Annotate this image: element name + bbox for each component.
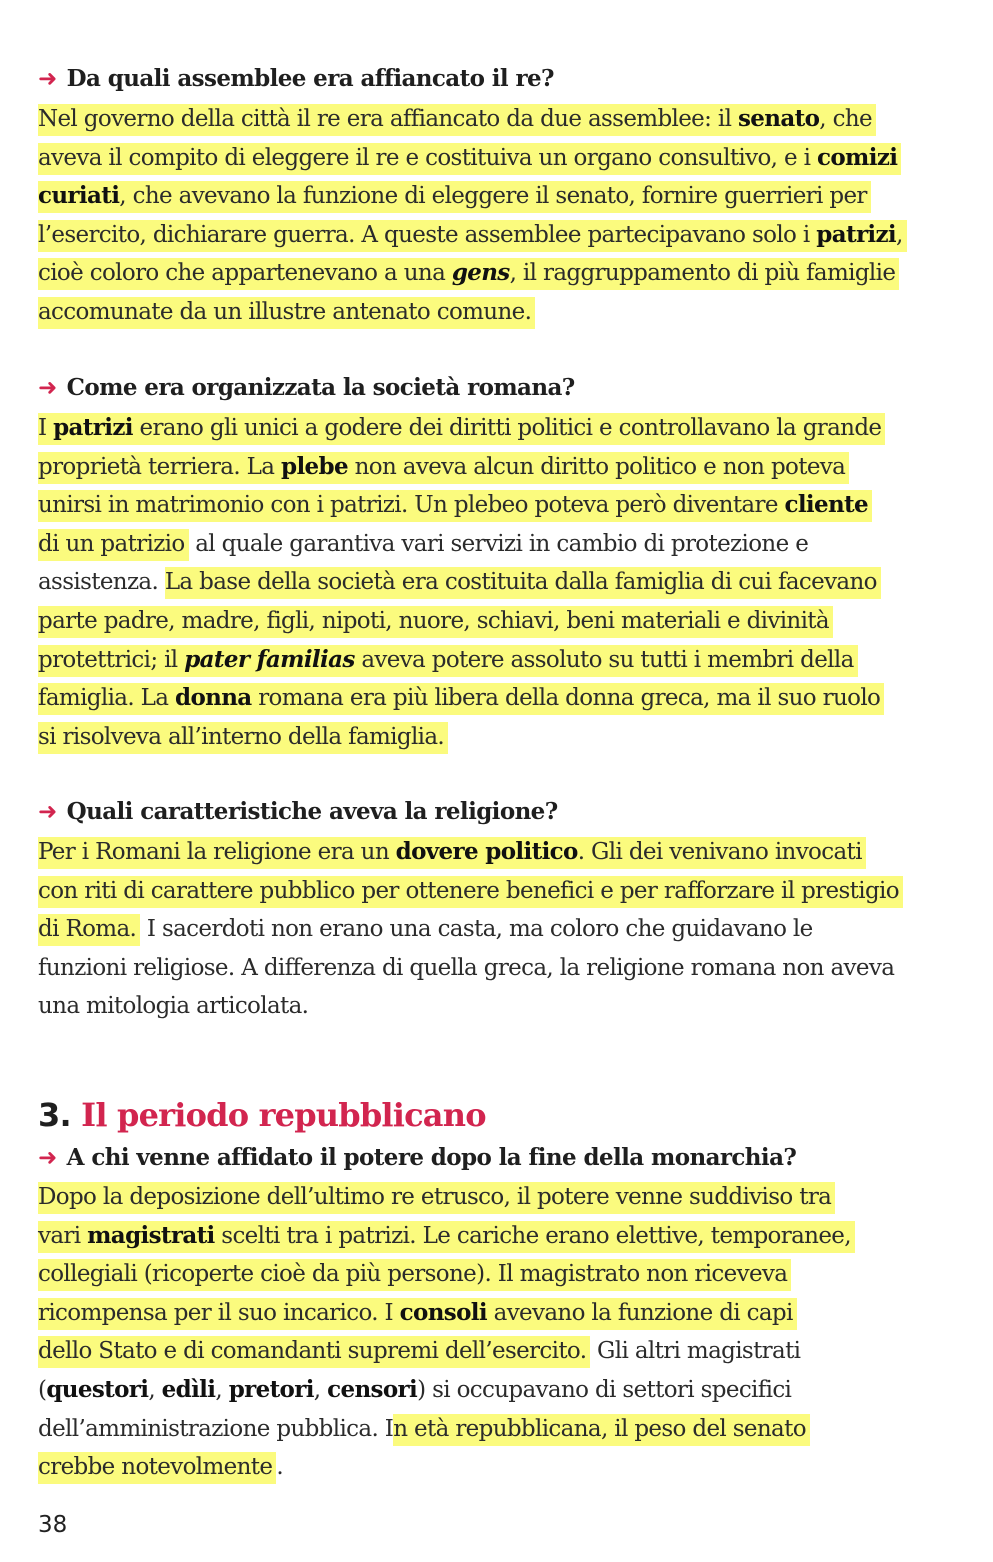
text-line: dello Stato e di comandanti supremi dell’esercito. Gli altri magistrati bbox=[38, 1332, 963, 1371]
text-line: con riti di carattere pubblico per ottenere benefici e per rafforzare il prestigio bbox=[38, 872, 963, 911]
section-title bbox=[38, 1094, 486, 1136]
paragraph-republic bbox=[38, 1178, 963, 1487]
section-title-text: Il periodo repubblicano bbox=[81, 1096, 486, 1134]
text-line: I patrizi erano gli unici a godere dei diritti politici e controllavano la grande bbox=[38, 409, 963, 448]
paragraph-assemblies bbox=[38, 100, 963, 332]
question-text: Quali caratteristiche aveva la religione? bbox=[66, 798, 558, 825]
text-line: accomunate da un illustre antenato comune. bbox=[38, 293, 963, 332]
arrow-right-icon: ➜ bbox=[38, 799, 57, 825]
text-line: protettrici; il pater familias aveva potere assoluto su tutti i membri della bbox=[38, 641, 963, 680]
text-line: una mitologia articolata. bbox=[38, 993, 309, 1020]
text-line: dell’amministrazione pubblica. In età repubblicana, il peso del senato bbox=[38, 1410, 963, 1449]
arrow-right-icon: ➜ bbox=[38, 66, 57, 92]
paragraph-society bbox=[38, 409, 963, 756]
text-line: funzioni religiose. A differenza di quella greca, la religione romana non aveva bbox=[38, 954, 895, 981]
question-text: Da quali assemblee era affiancato il re? bbox=[66, 65, 554, 92]
arrow-right-icon: ➜ bbox=[38, 375, 57, 401]
text-line: di un patrizio al quale garantiva vari servizi in cambio di protezione e bbox=[38, 525, 963, 564]
text-line: Nel governo della città il re era affiancato da due assemblee: il senato, che bbox=[38, 100, 963, 139]
text-line: proprietà terriera. La plebe non aveva alcun diritto politico e non poteva bbox=[38, 448, 963, 487]
question-heading-religion bbox=[38, 797, 558, 827]
text-line: di Roma. I sacerdoti non erano una casta, ma coloro che guidavano le bbox=[38, 910, 963, 949]
question-text: Come era organizzata la società romana? bbox=[66, 374, 575, 401]
text-line: parte padre, madre, figli, nipoti, nuore, schiavi, beni materiali e divinità bbox=[38, 602, 963, 641]
text-line: l’esercito, dichiarare guerra. A queste assemblee partecipavano solo i patrizi, bbox=[38, 216, 963, 255]
text-line: Dopo la deposizione dell’ultimo re etrusco, il potere venne suddiviso tra bbox=[38, 1178, 963, 1217]
text-line: Per i Romani la religione era un dovere politico. Gli dei venivano invocati bbox=[38, 833, 963, 872]
text-line: (questori, edìli, pretori, censori) si occupavano di settori specifici bbox=[38, 1375, 792, 1403]
text-line: ricompensa per il suo incarico. I consoli avevano la funzione di capi bbox=[38, 1294, 963, 1333]
text-line: vari magistrati scelti tra i patrizi. Le cariche erano elettive, temporanee, bbox=[38, 1217, 963, 1256]
text-line: famiglia. La donna romana era più libera della donna greca, ma il suo ruolo bbox=[38, 679, 963, 718]
page-number: 38 bbox=[38, 1512, 68, 1538]
question-heading-assemblies bbox=[38, 64, 554, 94]
question-heading-society bbox=[38, 373, 575, 403]
question-heading-republic bbox=[38, 1143, 796, 1173]
text-line: assistenza. La base della società era costituita dalla famiglia di cui facevano bbox=[38, 563, 963, 602]
text-line: cioè coloro che appartenevano a una gens, il raggruppamento di più famiglie bbox=[38, 254, 963, 293]
paragraph-religion bbox=[38, 833, 963, 1026]
text-line: si risolveva all’interno della famiglia. bbox=[38, 718, 963, 757]
question-text: A chi venne affidato il potere dopo la fine della monarchia? bbox=[66, 1144, 797, 1171]
text-line: crebbe notevolmente . bbox=[38, 1448, 963, 1487]
text-line: collegiali (ricoperte cioè da più persone). Il magistrato non riceveva bbox=[38, 1255, 963, 1294]
section-number: 3. bbox=[38, 1096, 71, 1134]
text-line: aveva il compito di eleggere il re e costituiva un organo consultivo, e i comizi bbox=[38, 139, 963, 178]
arrow-right-icon: ➜ bbox=[38, 1145, 57, 1171]
text-line: unirsi in matrimonio con i patrizi. Un plebeo poteva però diventare cliente bbox=[38, 486, 963, 525]
text-line: curiati, che avevano la funzione di eleggere il senato, fornire guerrieri per bbox=[38, 177, 963, 216]
